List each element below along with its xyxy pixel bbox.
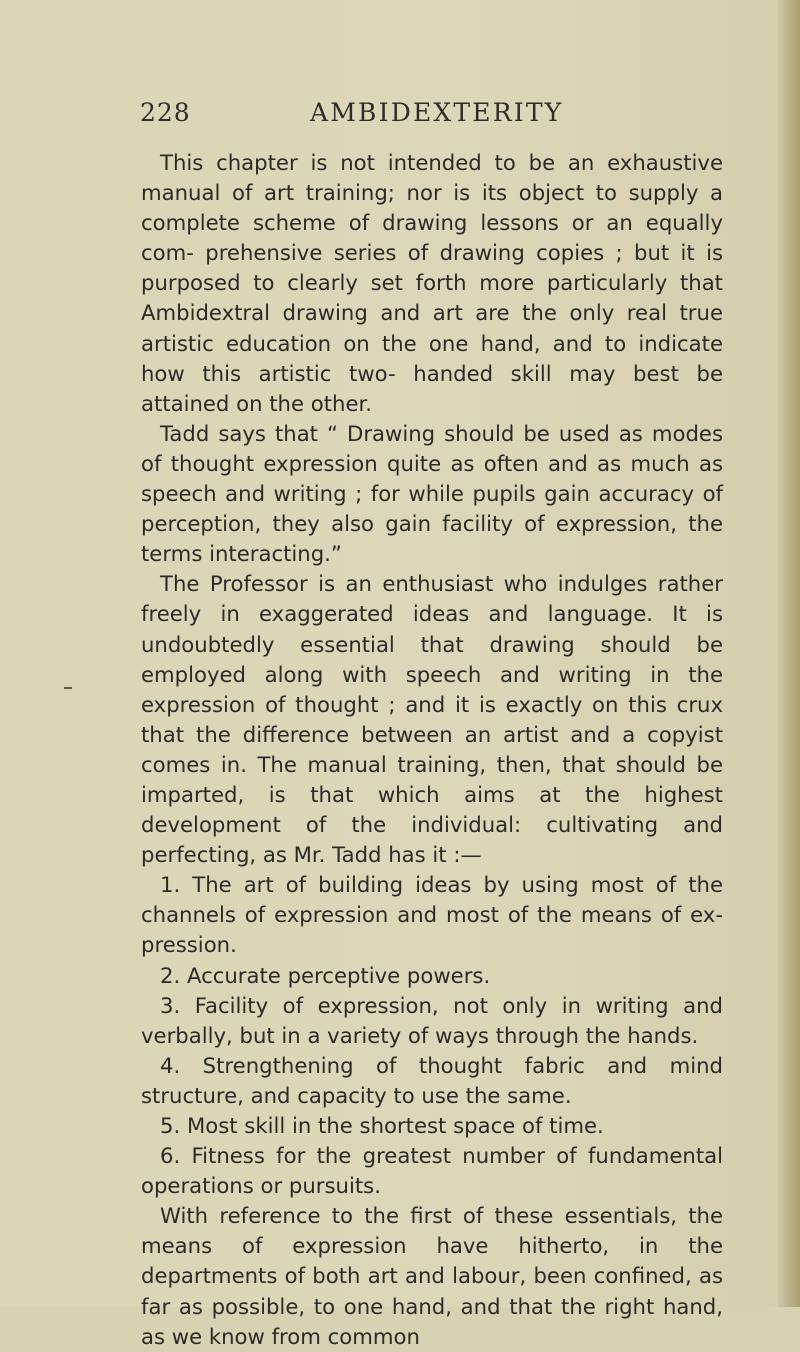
list-item: 5. Most skill in the shortest space of time. bbox=[160, 1113, 604, 1138]
paragraph: With reference to the first of these essentials, the means of expression have hitherto, in the departments of both art and labour, been confined, as far as possible, to one hand, and that the right hand, as we know from common bbox=[141, 1203, 723, 1349]
page-header bbox=[140, 98, 640, 138]
paragraph: Tadd says that “ Drawing should be used as modes of thought expression quite as often and as much as speech and writing ; for while pupils gain accuracy of perception, they also gain facility of expression, the terms interacting.” bbox=[141, 420, 723, 567]
list-item: 6. Fitness for the greatest number of fundamental operations or pursuits. bbox=[141, 1143, 723, 1199]
page-number: 228 bbox=[140, 98, 191, 127]
list-item: 2. Accurate perceptive powers. bbox=[160, 962, 491, 988]
paragraph: This chapter is not intended to be an exhaustive manual of art training; nor is its object to supply a complete scheme of drawing lessons or an equally com- prehensive series of drawing copies ; but it is purposed to clearly set forth more particularly that Ambidextral drawing and art are the only real true artistic education on the one hand, and to indicate how this artistic two- handed skill may best be attained on the other. bbox=[141, 150, 723, 416]
margin-mark bbox=[64, 687, 72, 689]
page-edge bbox=[778, 0, 800, 1307]
list-item: 4. Strengthening of thought fabric and mind structure, and capacity to use the same. bbox=[141, 1052, 723, 1108]
body-text bbox=[141, 148, 723, 1352]
running-head: AMBIDEXTERITY bbox=[310, 98, 564, 127]
list-item: 1. The art of building ideas by using most of the channels of expression and most of the means of ex- pression. bbox=[141, 872, 723, 958]
list-item: 3. Facility of expression, not only in writing and verbally, but in a variety of ways through the hands. bbox=[141, 992, 723, 1048]
paragraph: The Professor is an enthusiast who indulges rather freely in exaggerated ideas and language. It is undoubtedly essential that drawing should be employed along with speech and writing in the expression of thought ; and it is exactly on this crux that the difference between an artist and a copyist comes in. The manual training, then, that should be imparted, is that which aims at the highest development of the individual: cultivating and perfecting, as Mr. Tadd has it :— bbox=[141, 571, 723, 868]
